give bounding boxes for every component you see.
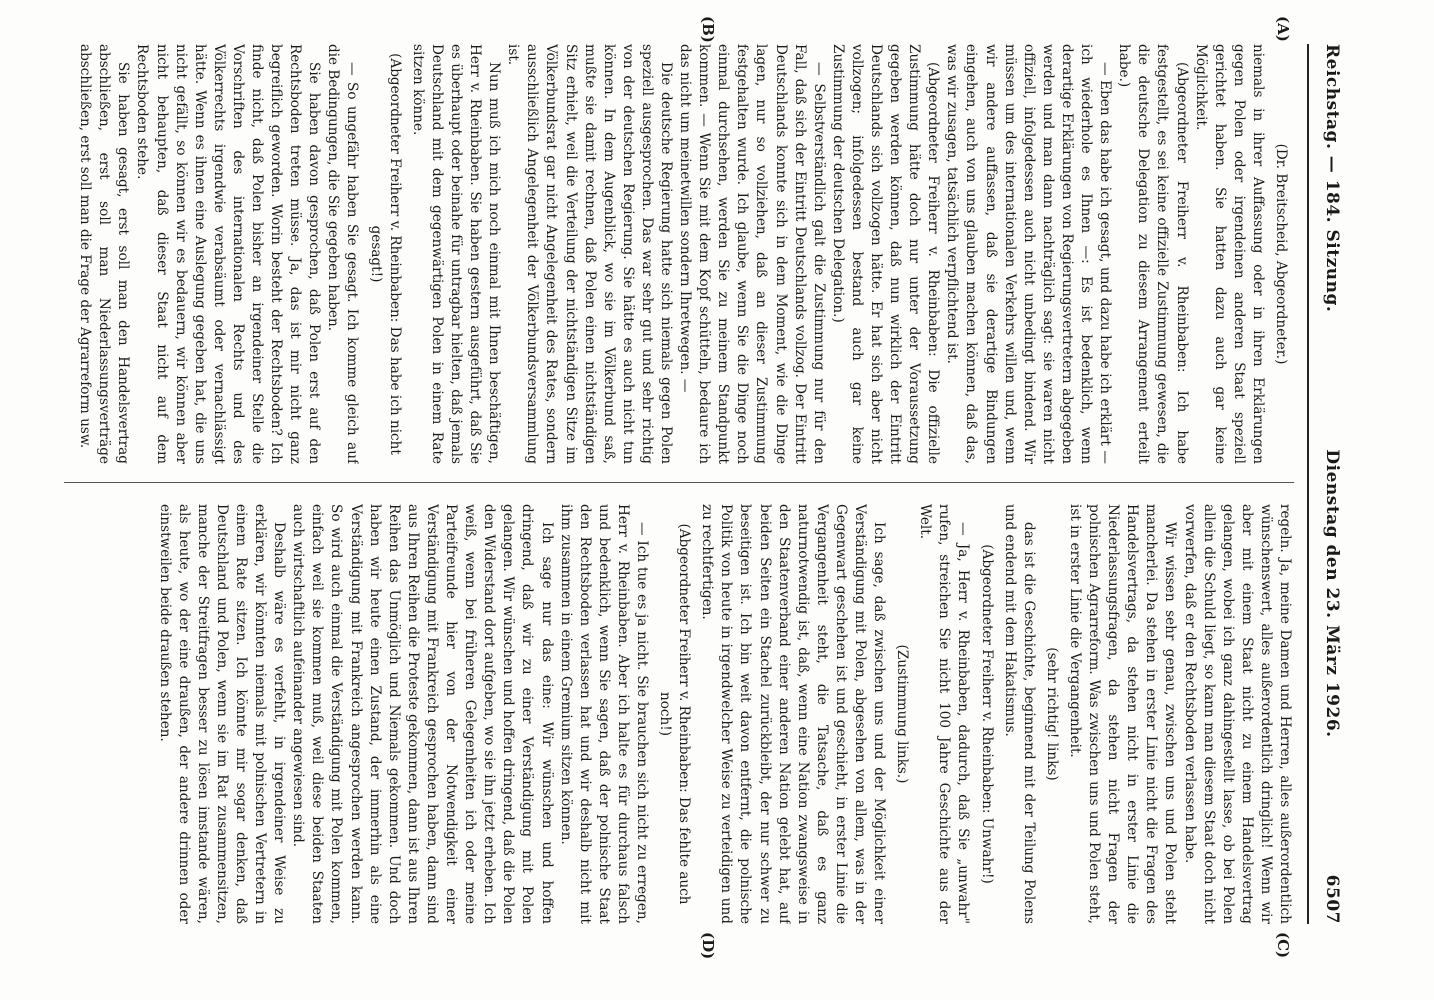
paragraph: — Ich tue es ja nicht. Sie brauchen sich nicht zu erregen, Herr v. Rheinbaben. Aber ich halte es für durchaus falsch und bedenklich, wenn Sie sagen, daß der polnische Staat den Rechtsboden verlassen hat und wir deshalb nicht mit ihm zusammen in einem Gremium sitzen können.: [557, 504, 650, 924]
paragraph: Deshalb wäre es verfehlt, in irgendeiner Weise zu erklären, wir könnten niemals mit polnischen Vertretern in einem Rate sitzen. Ich könnte mir sogar denken, daß Deutschland und Polen, wenn sie im Rat zusammensitzen, manche der Streitfragen besser zu lösen imstande wären, als heute, wo der eine draußen, der andere drinnen oder einstweilen beide draußen stehen.: [156, 504, 288, 924]
interjection: (Dr. Breitscheid, Abgeordneter.): [1273, 143, 1289, 365]
margin-mark-d: (D): [699, 932, 717, 960]
paragraph: Sie haben davon gesprochen, daß Polen erst auf den Rechtsboden treten müsse. Ja, das ist mir nicht ganz begreiflich geworden. Worin besteht der Rechtsboden? Ich finde nicht, daß Polen bisher an irgendeiner Stelle die Vorschriften des internationalen Rechts und des Völkerrechts irgendwie verabsäumt oder vernachlässigt hätte. Wenn es ihnen eine Auslegung gegeben hat, die uns nicht gefällt, so können wir es bedauern, wir können aber nicht behaupten, daß dieser Staat nicht auf dem Rechtsboden stehe.: [134, 44, 323, 464]
margin-mark-c: (C): [1274, 932, 1292, 959]
interjection: (Abgeordneter Freiherr v. Rheinbaben: Unwahr!): [978, 544, 995, 884]
margin-mark-a: (A): [1274, 16, 1292, 42]
left-column: [64, 44, 1294, 464]
interjection: (Abgeordneter Freiherr v. Rheinbaben: Das fehlte auch noch!): [657, 523, 693, 905]
page-number: 6507: [1322, 874, 1342, 924]
paragraph: — Ja, Herr v. Rheinbaben, dadurch, daß Sie „unwahr" rufen, streichen Sie nicht 100 Jahre Geschichte aus der Welt.: [917, 504, 972, 924]
paragraph: — So ungefähr haben Sie gesagt. Ich komme gleich auf die Bedingungen, die Sie gegeben haben.: [325, 44, 361, 464]
header-date: Dienstag den 23. März 1926.: [1322, 449, 1342, 738]
page-header: [1314, 44, 1342, 924]
paragraph: Wir wissen sehr genau, zwischen uns und Polen steht mancherlei. Da stehen in erster Linie nicht die Fragen des Handelsvertrags, da stehen nicht in erster Linie die Niederlassungsfragen, da stehen nicht Fragen der polnischen Agrarreform. Was zwischen uns und Polen steht, ist in erster Linie die Vergangenheit.: [1066, 504, 1179, 924]
interjection: (Zustimmung links.): [894, 644, 911, 784]
paragraph: (Abgeordneter Freiherr v. Rheinbaben: Ich habe festgestellt, es sei keine offizielle Zustimmung gewesen, die die deutsche Delegation zu diesem Arrangement erteilt habe.): [1116, 44, 1190, 464]
paragraph: (Abgeordneter Freiherr v. Rheinbaben: Die offizielle Zustimmung hätte doch nur unter der Voraussetzung gegeben werden können, daß nun wirklich der Eintritt Deutschlands sich vollzogen hätte. Er hat sich aber nicht vollzogen; infolgedessen bestand auch gar keine Zustimmung der deutschen Delegation.): [829, 44, 942, 464]
paragraph: — Eben das habe ich gesagt, und dazu habe ich erklärt — ich wiederhole es Ihnen —: Es ist bedenklich, wenn derartige Erklärungen von Regierungsvertretern abgegeben werden und man dann nachträglich sagt: sie waren nicht offiziell, infolgedessen auch nicht unbedingt bindend. Wir müssen um des internationalen Verkehrs willen und, wenn wir andere auffassen, daß sie derartige Bindungen eingehen, auch von uns glauben machen können, daß das, was wir zusagen, tatsächlich verpflichtend ist.: [944, 44, 1114, 464]
margin-mark-b: (B): [699, 16, 717, 43]
header-rule: [1307, 44, 1309, 924]
interjection: (sehr richtig! links): [1043, 647, 1060, 781]
paragraph: Sie haben gesagt, erst soll man den Handelsvertrag abschließen, erst soll man Niederlassungsverträge abschließen, erst soll man die Frage der Agrarreform usw.: [77, 44, 132, 464]
paragraph: Ich sage nur das eine: Wir wünschen und hoffen dringend, daß wir zu einer Verständigung mit Polen gelangen. Wir wünschen und hoffen dringend, daß die Polen den Widerstand dort aufgeben, wo sie ihn jetzt erheben. Ich weiß, wenn bei früheren Gelegenheiten ich oder meine Parteifreunde hier von der Notwendigkeit einer Verständigung mit Frankreich gesprochen haben, dann sind aus Ihren Reihen die Proteste gekommen, dann ist aus Ihren Reihen das Unmöglich und Niemals gekommen. Und doch haben wir heute einen Zustand, der immerhin als eine Verständigung mit Frankreich angesprochen werden kann. So wird auch einmal die Verständigung mit Polen kommen, einfach weil sie kommen muß, weil diese beiden Staaten auch wirtschaftlich aufeinander angewiesen sind.: [290, 504, 555, 924]
paragraph: regeln. Ja, meine Damen und Herren, alles außerordentlich wünschenswert, alles außerordentlich dringlich! Wenn wir aber mit einem Staat nicht zu einem Handelsvertrag gelangen, wobei ich ganz dahingestellt lasse, ob bei Polen allein die Schuld liegt, so kann man diesem Staat doch nicht vorwerfen, daß er den Rechtsboden verlassen habe.: [1181, 504, 1293, 924]
paragraph: — Selbstverständlich galt die Zustimmung nur für den Fall, daß sich der Eintritt Deutschlands vollzog. Der Eintritt Deutschlands konnte sich in dem Moment, wie die Dinge lagen, nur so vollziehen, daß an dieser Zustimmung festgehalten wurde. Ich glaube, wenn Sie die Dinge noch einmal durchsehen, werden Sie zu meinem Standpunkt kommen. — Wenn Sie mit dem Kopf schütteln, bedaure ich das nicht um meinetwillen sondern Ihretwegen. —: [677, 44, 827, 464]
paragraph: Ich sage, daß zwischen uns und der Möglichkeit einer Verständigung mit Polen, abgesehen von allem, was in der Gegenwart geschehen ist und geschieht, in erster Linie die Vergangenheit steht, die Tatsache, daß es ganz naturnotwendig ist, daß, wenn eine Nation zwangsweise in den Staatenverband einer anderen Nation gelebt hat, auf beiden Seiten ein Stachel zurückbleibt, der nur schwer zu beseitigen ist. Ich bin weit davon entfernt, die polnische Politik von heute in irgendwelcher Weise zu verteidigen und zu rechtfertigen.: [699, 504, 888, 924]
paragraph: Die deutsche Regierung hatte sich niemals gegen Polen speziell ausgesprochen. Das war sehr gut und sehr richtig von der deutschen Regierung. Sie hätte es auch nicht tun können. In dem Augenblick, wo sie im Völkerbund saß, mußte sie damit rechnen, daß Polen einen nichtständigen Sitz erhielt, weil die Verteilung der nichtständigen Sitze im Völkerbundsrat gar nicht Angelegenheit des Rates, sondern ausschließlich Angelegenheit der Völkerbundsversammlung ist.: [505, 44, 674, 464]
right-column: [64, 504, 1294, 924]
paragraph: das ist die Geschichte, beginnend mit der Teilung Polens und endend mit dem Hakatismus.: [1001, 504, 1037, 924]
interjection: (Abgeordneter Freiherr v. Rheinbaben: Das habe ich nicht gesagt!): [367, 53, 403, 455]
column-rule: [64, 482, 1294, 483]
paragraph: Nun muß ich mich noch einmal mit Ihnen beschäftigen, Herr v. Rheinbaben. Sie haben gestern ausgeführt, daß Sie es überhaupt oder beinahe für untragbar hielten, daß jemals Deutschland mit dem gegenwärtigen Polen in einem Rate sitzen könne.: [409, 44, 503, 464]
header-left: Reichstag. — 184. Sitzung.: [1322, 44, 1342, 313]
paragraph: niemals in ihrer Auffassung oder in ihren Erklärungen gegen Polen oder irgendeinen anderen Staat speziell gerichtet haben. Sie hatten dazu auch gar keine Möglichkeit.: [1192, 44, 1266, 464]
